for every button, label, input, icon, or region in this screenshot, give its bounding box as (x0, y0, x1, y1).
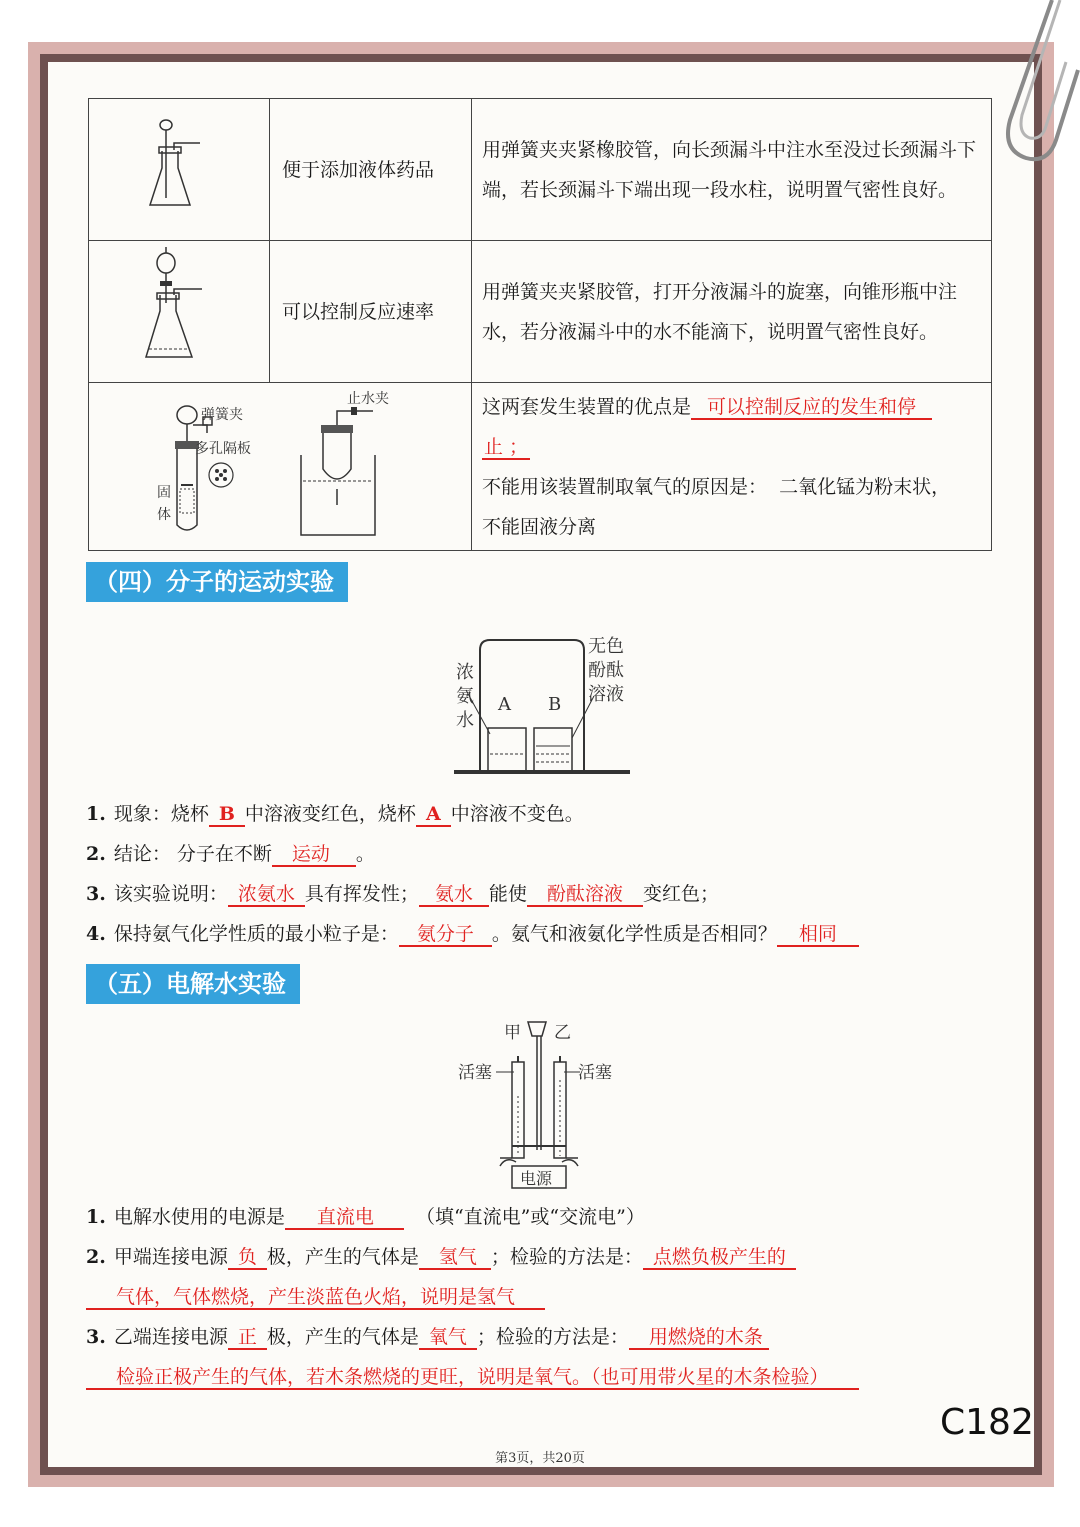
separatory-funnel-flask-icon (144, 245, 214, 365)
method-cell: 用弹簧夹夹紧胶管，打开分液漏斗的旋塞，向锥形瓶中注水，若分液漏斗中的水不能滴下，说明置气密性良好。 (472, 241, 992, 383)
phenolphthalein-label-1: 无色 (588, 636, 624, 657)
solid-label-1: 固 (157, 484, 171, 501)
sec5-question-3: 3. 乙端连接电源 正 极，产生的气体是 氧气 ；检验的方法是： 用燃烧的木条 (86, 1323, 769, 1351)
long-neck-funnel-apparatus (89, 99, 270, 241)
row3-answer-cell (472, 383, 992, 551)
phenolphthalein-label-3: 溶液 (588, 684, 624, 705)
row3-line2-cont: 不能固液分离 (482, 515, 597, 538)
separatory-funnel-apparatus (89, 241, 270, 383)
spring-clip-label: 弹簧夹 (201, 406, 243, 423)
section-4-title: （四）分子的运动实验 (86, 562, 348, 602)
answer: 点燃负极产生的 (643, 1246, 796, 1270)
ammonia-label-3: 水 (456, 710, 474, 731)
answer: 直流电 (285, 1206, 404, 1230)
yi-label: 乙 (554, 1023, 571, 1043)
answer: 检验正极产生的气体，若木条燃烧的更旺，说明是氧气。（也可用带火星的木条检验） (86, 1366, 859, 1390)
jia-label: 甲 (504, 1023, 521, 1043)
controllable-apparatus-figure (89, 383, 472, 551)
corner-code: C182 (940, 1402, 1034, 1443)
row3-line1: 这两套发生装置的优点是 可以控制反应的发生和停 (482, 387, 983, 427)
answer-advantage: 可以控制反应的发生和停 (691, 396, 932, 420)
sec4-question-1: 1. 现象：烧杯 B 中溶液变红色，烧杯 A 中溶液不变色。 (86, 803, 584, 825)
answer: 氧气 (419, 1326, 477, 1350)
answer: 负 (228, 1246, 267, 1270)
sec4-question-4: 4. 保持氨气化学性质的最小粒子是： 氨分子 。氨气和液氨化学性质是否相同？ 相同 (86, 920, 859, 948)
section-5-title: （五）电解水实验 (86, 964, 300, 1004)
answer: A (416, 803, 451, 827)
answer: B (209, 803, 245, 827)
water-clip-label: 止水夹 (347, 390, 389, 407)
paperclip-icon (990, 0, 1080, 170)
long-neck-funnel-flask-icon (144, 113, 214, 213)
answer-advantage-cont: 止 ； (484, 435, 529, 458)
advantage-cell: 可以控制反应速率 (270, 241, 472, 383)
advantage-cell: 便于添加液体药品 (270, 99, 472, 241)
answer-reason: 二氧化锰为粉末状， (779, 475, 951, 498)
controllable-generator-drawing (89, 385, 453, 549)
sec4-question-2: 2. 结论： 分子在不断 运动 。 (86, 843, 375, 865)
method-cell: 用弹簧夹夹紧橡胶管，向长颈漏斗中注水至没过长颈漏斗下端，若长颈漏斗下端出现一段水柱，说明置气密性良好。 (472, 99, 992, 241)
table-row (89, 99, 992, 241)
ammonia-label-2: 氨 (456, 686, 474, 707)
right-valve-label: 活塞 (578, 1063, 612, 1083)
ammonia-label-1: 浓 (456, 662, 474, 683)
answer: 相同 (777, 923, 859, 947)
page-indicator: 第3页，共20页 (495, 1451, 585, 1466)
sec5-question-2: 2. 甲端连接电源 负 极，产生的气体是 氢气 ；检验的方法是： 点燃负极产生的 (86, 1243, 796, 1271)
molecule-motion-figure (448, 630, 638, 780)
left-valve-label: 活塞 (458, 1063, 492, 1083)
power-supply-label: 电源 (520, 1169, 553, 1188)
sec4-question-3: 3. 该实验说明： 浓氨水 具有挥发性； 氨水 能使 酚酞溶液 变红色； (86, 883, 719, 905)
row3-line1-cont (482, 427, 983, 467)
apparatus-table (88, 98, 992, 551)
beaker-a-label: A (498, 694, 511, 715)
phenolphthalein-label-2: 酚酞 (588, 660, 624, 681)
answer: 正 (228, 1326, 267, 1350)
solid-label-2: 体 (157, 506, 171, 523)
answer: 运动 (272, 843, 356, 867)
answer: 氢气 (419, 1246, 491, 1270)
sec5-question-1: 1. 电解水使用的电源是 直流电 （填“直流电”或“交流电”） (86, 1206, 645, 1228)
answer: 氨分子 (399, 923, 492, 947)
table-row (89, 241, 992, 383)
answer: 用燃烧的木条 (629, 1326, 769, 1350)
answer: 气体，气体燃烧，产生淡蓝色火焰，说明是氢气 (86, 1286, 545, 1310)
answer: 浓氨水 (228, 883, 305, 907)
answer: 氨水 (419, 883, 489, 907)
beaker-b-label: B (548, 694, 562, 715)
table-row (89, 383, 992, 551)
row3-line2: 不能用该装置制取氧气的原因是： 二氧化锰为粉末状， (482, 475, 951, 498)
sec5-question-3-cont (86, 1363, 859, 1391)
electrolysis-figure (456, 1016, 626, 1192)
sec5-question-2-cont (86, 1283, 545, 1311)
answer: 酚酞溶液 (527, 883, 643, 907)
perforated-plate-label: 多孔隔板 (195, 440, 251, 457)
